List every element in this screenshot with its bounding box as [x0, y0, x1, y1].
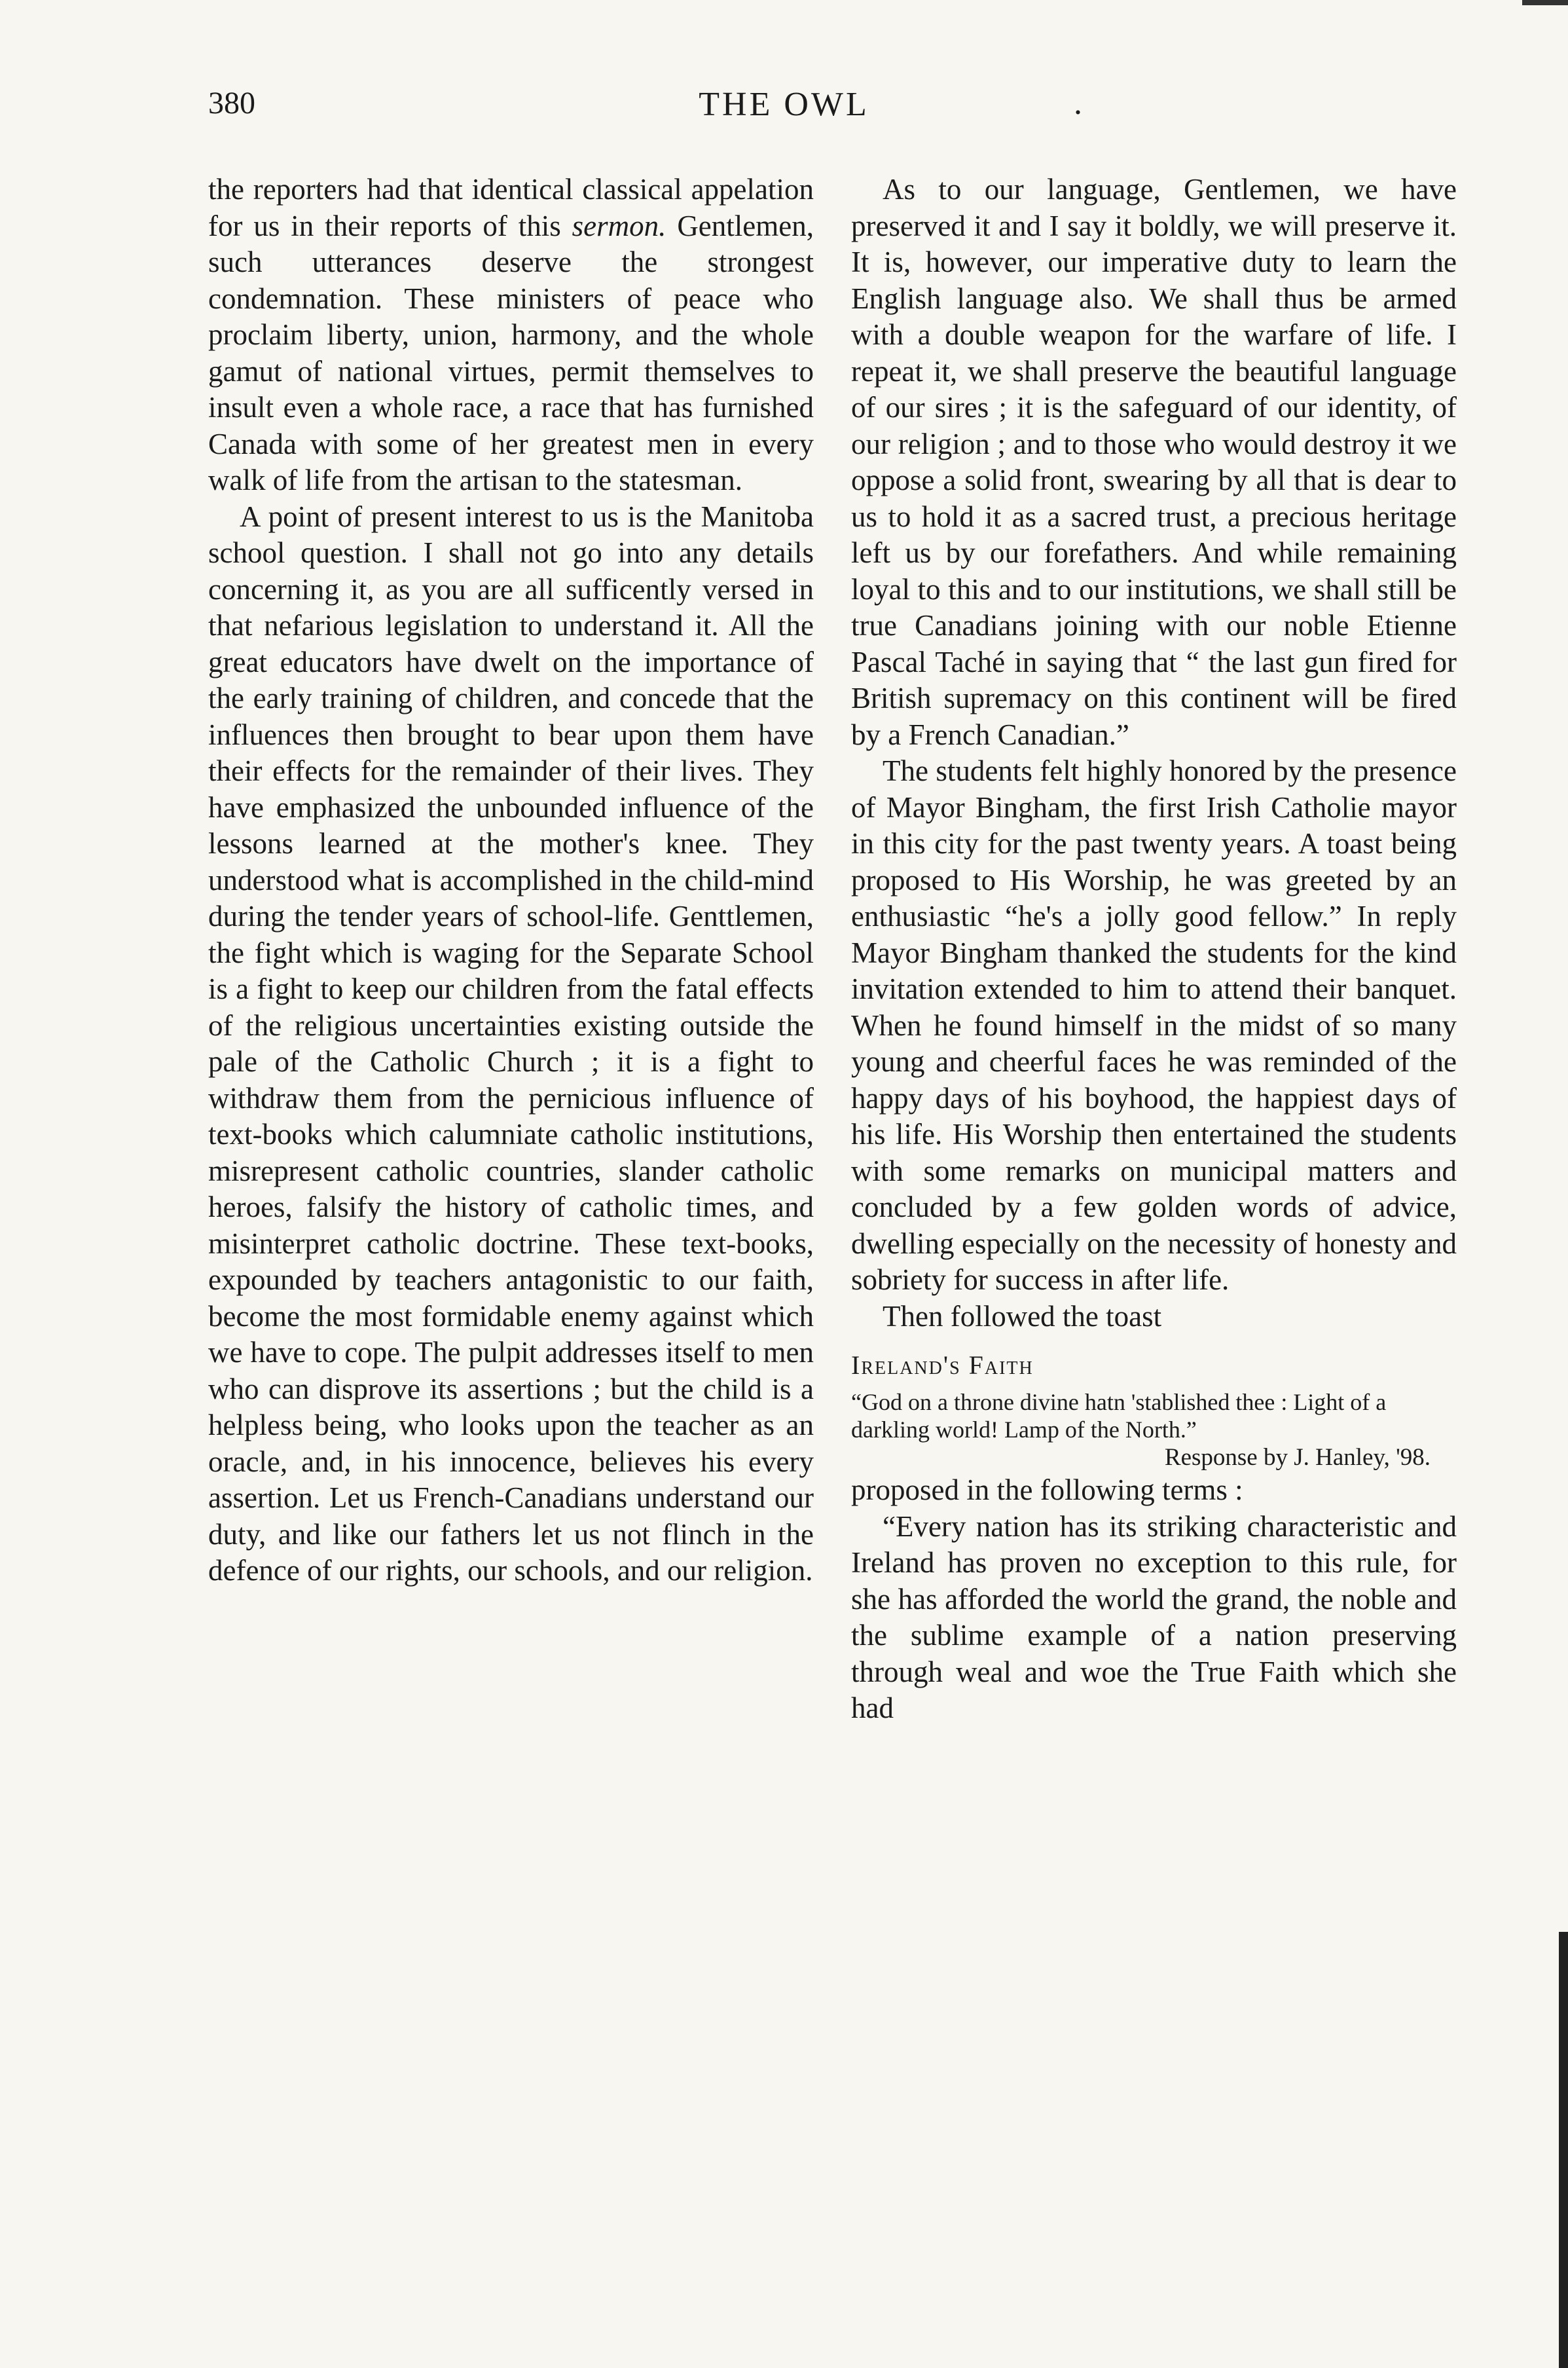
right-paragraph-1: As to our language, Gentlemen, we have preserved it and I say it boldly, we will preserve it. It is, however, our imperative duty to learn the English language also. We shall thus be armed with a double weapon for the warfare of life. I repeat it, we shall preserve the beautiful language of our sires ; it is the safeguard of our identity, of our religion ; and to those who would destroy it we oppose a solid front, swearing by all that is dear to us to hold it as a sacred trust, a precious heritage left us by our forefathers. And while remaining loyal to this and to our institutions, we shall still be true Canadians joining with our noble Etienne Pascal Taché in saying that “ the last gun fired for British supremacy on this continent will be fired by a French Canadian.”	[851, 173, 1457, 751]
right-paragraph-4: proposed in the following terms :	[851, 1473, 1243, 1506]
left-paragraph-1-start: the reporters had that identical classical appelation for us in their reports of this	[208, 173, 814, 242]
left-paragraph-2: A point of present interest to us is the Manitoba school question. I shall not go into any details concerning it, as you are all sufficently versed in that nefarious legislation to understand it. All the great educators have dwelt on the importance of the early training of children, and concede that the influences then brought to bear upon them have their effects for the remainder of their lives. They have emphasized the unbounded influence of the lessons learned at the mother's knee. They understood what is accomplished in the child-mind during the tender years of school-life. Genttlemen, the fight which is waging for the Separate School is a fight to keep our children from the fatal effects of the religious uncertainties existing outside the pale of the Catholic Church ; it is a fight to withdraw them from the pernicious influence of text-books which calumniate catholic institutions, misrepresent catholic countries, slander catholic heroes, falsify the history of catholic times, and misinterpret catholic doctrine. These text-books, expounded by teachers antagonistic to our faith, become the most formidable enemy against which we have to cope. The pulpit addresses itself to men who can disprove its assertions ; but the child is a helpless being, who looks upon the teacher as an oracle, and, in his innocence, believes his every assertion. Let us French-Canadians understand our duty, and like our fathers let us not flinch in the defence of our rights, our schools, and our religion.	[208, 500, 814, 1587]
header-dot: .	[1074, 84, 1082, 122]
response-credit: Response by J. Hanley, '98.	[1164, 1444, 1431, 1471]
running-head: THE OWL	[699, 86, 869, 123]
toast-heading: Ireland's Faith	[851, 1350, 1034, 1380]
right-column	[851, 172, 1457, 1727]
corner-rule	[1522, 0, 1568, 5]
epigraph: “God on a throne divine hatn 'stablished thee : Light of a darkling world! Lamp of the North.”	[851, 1389, 1387, 1443]
sermon-italic: sermon.	[572, 209, 666, 242]
left-paragraph-1-end: Gentlemen, such utterances deserve the strongest condemnation. These ministers of peace who proclaim liberty, union, harmony, and the whole gamut of national virtues, permit themselves to insult even a whole race, a race that has furnished Canada with some of her greatest men in every walk of life from the artisan to the statesman.	[208, 209, 814, 496]
page-number: 380	[208, 86, 255, 120]
left-column	[208, 172, 814, 1589]
page-edge-rule	[1559, 1932, 1568, 2368]
right-paragraph-3: Then followed the toast	[883, 1299, 1162, 1333]
right-paragraph-2: The students felt highly honored by the presence of Mayor Bingham, the first Irish Catholie mayor in this city for the past twenty years. A toast being proposed to His Worship, he was greeted by an enthusiastic “he's a jolly good fellow.” In reply Mayor Bingham thanked the students for the kind invitation extended to him to attend their banquet. When he found himself in the midst of so many young and cheerful faces he was reminded of the happy days of his boyhood, the happiest days of his life. His Worship then entertained the students with some remarks on municipal matters and concluded by a few golden words of advice, dwelling especially on the necessity of honesty and sobriety for success in after life.	[851, 754, 1457, 1296]
right-paragraph-5: “Every nation has its striking characteristic and Ireland has proven no exception to this rule, for she has afforded the world the grand, the noble and the sublime example of a nation preserving through weal and woe the True Faith which she had	[851, 1509, 1457, 1724]
left-paragraph-1	[208, 172, 814, 499]
